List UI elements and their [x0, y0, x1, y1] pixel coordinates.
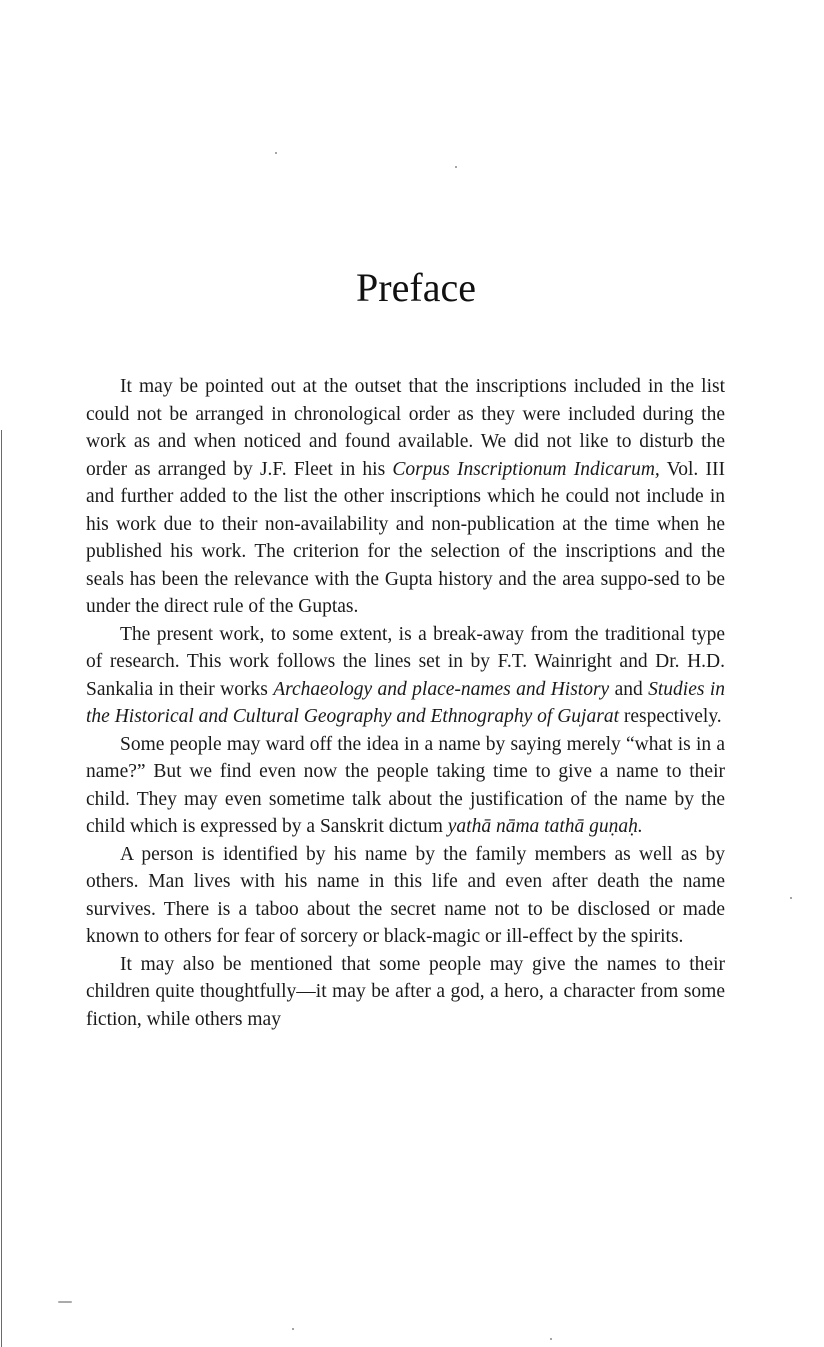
page-edge-line: [1, 430, 2, 1347]
text-run: respectively.: [618, 706, 722, 727]
paragraph: [86, 951, 725, 1034]
paragraph: [86, 841, 725, 951]
scan-speck: [292, 1328, 294, 1330]
scan-speck: [275, 152, 277, 154]
scan-speck: [455, 166, 457, 168]
scan-speck: [550, 1338, 552, 1340]
text-run: The present work, to some extent, is a break-away from the traditional type of research. This work follows the lines set in by F.T. Wainright and Dr. H.D. Sankalia in their works: [86, 623, 725, 700]
text-run: A person is identified by his name by the family members as well as by others. Man lives with his name in this life and even after death the name survives. There is a taboo about the secret name not to be disclosed or made known to others for fear of sorcery or black-magic or ill-effect by the spirits.: [86, 843, 725, 947]
italic-text: Corpus Inscriptionum Indicarum,: [392, 458, 660, 480]
text-run: Vol. III and further added to the list the other inscriptions which he could not include in his work due to their non-availability and non-publication at the time when he published his work. The criterion for the selection of the inscriptions and the seals has been the relevance with the Gupta history and the area suppo-sed to be under the direct rule of the Guptas.: [86, 458, 725, 617]
scan-speck: [790, 897, 792, 899]
preface-body: [86, 373, 725, 1033]
text-run: It may also be mentioned that some people may give the names to their children quite thoughtfully—it may be after a god, a hero, a character from some fiction, while others may: [86, 953, 725, 1030]
paragraph: [86, 373, 725, 621]
scan-speck: [58, 1301, 72, 1303]
page-title: Preface: [356, 265, 476, 310]
text-run: It may be pointed out at the outset that the inscriptions included in the list could not be arranged in chronological order as they were included during the work as and when noticed and found available. We did not like to disturb the order as arranged by J.F. Fleet in his: [86, 376, 725, 480]
italic-text: yathā nāma tathā guṇaḥ.: [447, 816, 643, 837]
paragraph: [86, 621, 725, 731]
text-run: Some people may ward off the idea in a name by saying merely “what is in a name?” But we find even now the people taking time to give a name to their child. They may even sometime talk about the justification of the name by the child which is expressed by a Sanskrit dictum: [86, 733, 725, 837]
text-run: and: [609, 678, 649, 700]
italic-text: Archaeology and place-names and History: [273, 678, 610, 700]
italic-text: Studies in the Historical and Cultural Geography and Ethnography of Gujarat: [86, 678, 725, 727]
paragraph: [86, 731, 725, 841]
